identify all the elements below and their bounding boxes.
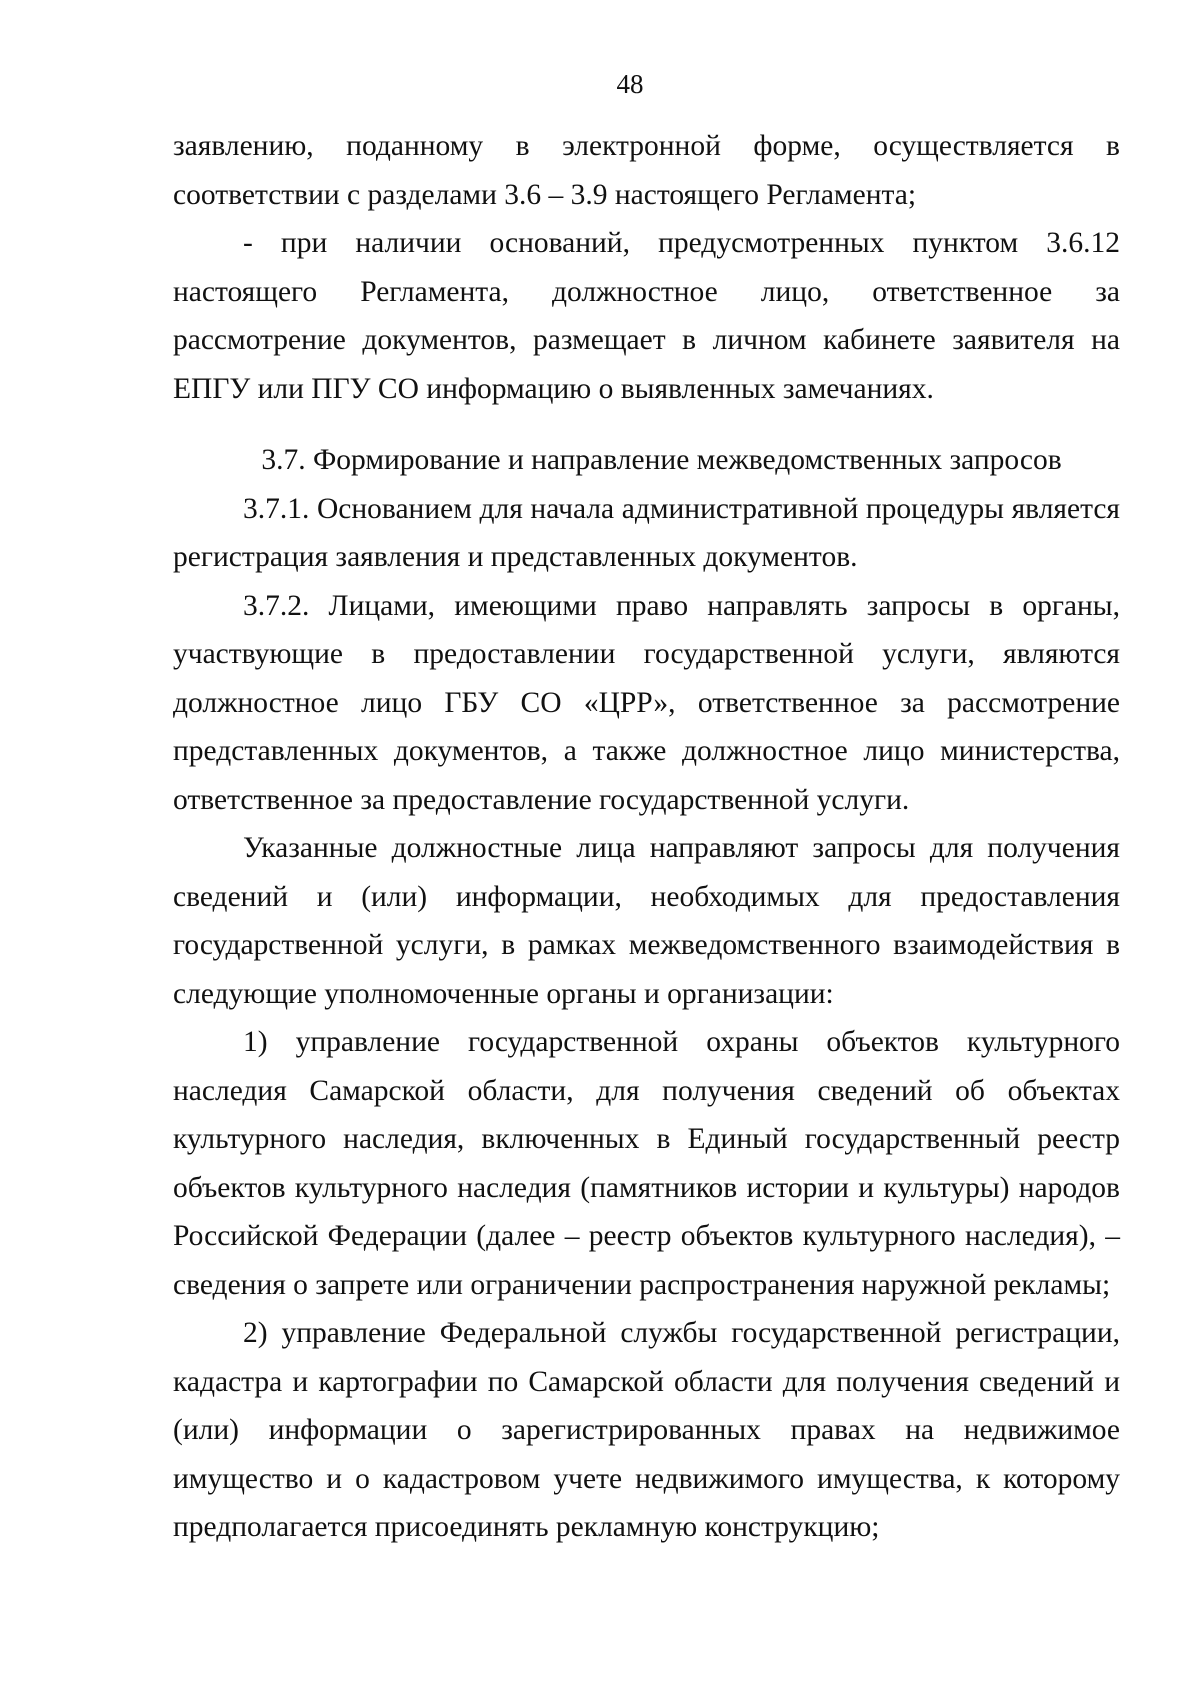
page-number: 48 xyxy=(616,69,644,99)
paragraph-item-2: 2) управление Федеральной службы государственной регистрации, кадастра и картографии по Самарской области для получения сведений и (или) информации о зарегистрированных правах на недвижимое имущество и о кадастровом учете недвижимого имущества, к которому предполагается присоединять рекламную конструкцию; xyxy=(173,1317,1120,1543)
paragraph-list-item: - при наличии оснований, предусмотренных пунктом 3.6.12 настоящего Регламента, должностное лицо, ответственное за рассмотрение документов, размещает в личном кабинете заявителя на ЕПГУ или ПГУ СО информацию о выявленных замечаниях. xyxy=(173,227,1120,405)
paragraph-item-1: 1) управление государственной охраны объектов культурного наследия Самарской области, для получения сведений об объектах культурного наследия, включенных в Единый государственный реестр объектов культурного наследия (памятников истории и культуры) народов Российской Федерации (далее – реестр объектов культурного наследия), – сведения о запрете или ограничении распространения наружной рекламы; xyxy=(173,1026,1120,1301)
paragraph-3-7-2: 3.7.2. Лицами, имеющими право направлять запросы в органы, участвующие в предоставлении государственной услуги, являются должностное лицо ГБУ СО «ЦРР», ответственное за рассмотрение представленных документов, а также должностное лицо министерства, ответственное за предоставление государственной услуги. xyxy=(173,589,1120,816)
document-body xyxy=(173,122,1120,1552)
paragraph-continuation: заявлению, поданному в электронной форме, осуществляется в соответствии с разделами 3.6 – 3.9 настоящего Регламента; xyxy=(173,130,1120,211)
paragraph-requests: Указанные должностные лица направляют запросы для получения сведений и (или) информации, необходимых для предоставления государственной услуги, в рамках межведомственного взаимодействия в следующие уполномоченные органы и организации: xyxy=(173,832,1120,1010)
paragraph-3-7-1: 3.7.1. Основанием для начала административной процедуры является регистрация заявления и представленных документов. xyxy=(173,492,1120,573)
section-heading: 3.7. Формирование и направление межведомственных запросов xyxy=(261,444,1062,476)
